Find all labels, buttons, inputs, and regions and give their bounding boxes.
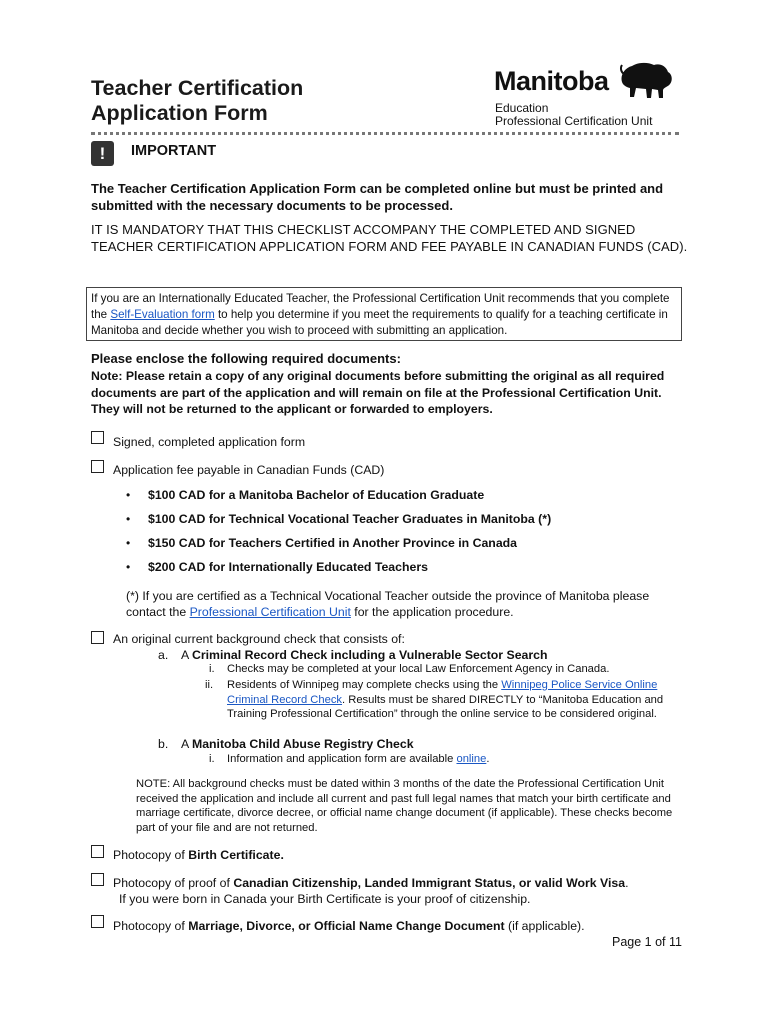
logo-education: Education [495,101,549,115]
birth-certificate-label [113,848,284,863]
marriage-suffix: (if applicable). [504,919,585,933]
signed-form-label: Signed, completed application form [113,435,306,449]
citizenship-sub-note: If you were born in Canada your Birth Certificate is your proof of citizenship. [119,892,531,906]
birth-certificate-checkbox[interactable] [91,845,104,858]
dotted-divider [91,132,679,135]
bg-b-bold: Manitoba Child Abuse Registry Check [191,737,414,751]
bg-b-marker: b. [158,737,169,751]
child-abuse-registry-check [181,737,414,752]
bullet: • [126,560,131,574]
important-bold-text: The Teacher Certification Application Form can be completed online but must be printed and submitted with the necessary documents to be processed. [91,181,664,213]
background-check-checkbox[interactable] [91,631,104,644]
fee-item: $150 CAD for Teachers Certified in Another Province in Canada [148,536,518,550]
required-note: Note: Please retain a copy of any original documents before submitting the original as all required documents are part of the application and will remain on file at the Professional Certification Unit. They will not be returned to the applicant or forwarded to employers. [91,369,665,416]
logo-wordmark: Manitoba [494,66,609,96]
bg-b-i [227,752,667,767]
background-check-note: NOTE: All background checks must be dated within 3 months of the date the Professional Certification Unit received the application and include all current and past full legal names that match your birth certificate and marriage certificate, divorce decree, or official name change document (if applicable). These checks become part of your file and are not returned. [136,778,673,834]
self-evaluation-link[interactable]: Self-Evaluation form [110,308,215,321]
fee-label: Application fee payable in Canadian Funds (CAD) [113,463,385,477]
bullet: • [126,536,131,550]
bg-b-i-before: Information and application form are available [227,753,457,765]
marriage-prefix: Photocopy of [113,919,189,933]
birth-prefix: Photocopy of [113,848,189,862]
bg-a-ii-marker: ii. [205,679,214,691]
document-title [91,76,303,126]
exclamation-icon: ! [91,141,114,166]
bullet: • [126,488,131,502]
background-check-label: An original current background check that consists of: [113,632,405,646]
birth-bold: Birth Certificate. [188,848,284,862]
citizen-suffix: . [625,876,629,890]
title-line-1: Teacher Certification [91,76,304,100]
bg-a-marker: a. [158,648,169,662]
mandatory-text: IT IS MANDATORY THAT THIS CHECKLIST ACCOMPANY THE COMPLETED AND SIGNED TEACHER CERTIFICATION APPLICATION FORM AND FEE PAYABLE IN CANADIAN FUNDS (CAD). [91,222,688,254]
intl-text-after: to help you determine if you meet the requirements to qualify for a teaching certificate in Manitoba and decide whether you wish to proceed with submitting an application. [91,308,668,337]
bg-a-bold: Criminal Record Check including a Vulnerable Sector Search [191,648,548,662]
fee-item: $100 CAD for a Manitoba Bachelor of Education Graduate [148,488,485,502]
certification-unit-link[interactable]: Professional Certification Unit [189,605,351,619]
page-number: Page 1 of 11 [612,935,682,949]
online-link[interactable]: online [456,753,487,765]
citizen-bold: Canadian Citizenship, Landed Immigrant Status, or valid Work Visa [233,876,626,890]
fee-item: $100 CAD for Technical Vocational Teacher Graduates in Manitoba (*) [148,512,552,526]
marriage-document-label [113,919,673,934]
title-line-2: Application Form [91,101,268,125]
bg-a-i-marker: i. [209,663,215,675]
intl-text-before: If you are an Internationally Educated Teacher, the Professional Certification Unit recommends that you complete the [91,292,670,321]
bison-icon [618,60,674,100]
bg-b-i-marker: i. [209,753,215,765]
bg-a-i: Checks may be completed at your local Law Enforcement Agency in Canada. [227,663,610,675]
tech-voc-note-before: (*) If you are certified as a Technical Vocational Teacher outside the province of Manitoba please contact the [126,589,650,619]
manitoba-logo [494,60,684,130]
marriage-document-checkbox[interactable] [91,915,104,928]
bullet: • [126,512,131,526]
citizenship-checkbox[interactable] [91,873,104,886]
signed-form-checkbox[interactable] [91,431,104,444]
fee-item: $200 CAD for Internationally Educated Teachers [148,560,428,574]
bg-b-prefix: A [181,737,192,751]
citizen-prefix: Photocopy of proof of [113,876,234,890]
bg-a-ii [227,678,667,722]
fee-checkbox[interactable] [91,460,104,473]
citizenship-label [113,876,673,891]
logo-unit: Professional Certification Unit [495,114,653,128]
intl-teacher-box [86,287,682,341]
bg-a-prefix: A [181,648,192,662]
required-heading: Please enclose the following required documents: [91,351,401,366]
bg-a-ii-before: Residents of Winnipeg may complete checks using the [227,679,502,691]
winnipeg-police-link[interactable]: Winnipeg Police Service Online Criminal Record Check [227,679,658,706]
bg-a-ii-after: . Results must be shared DIRECTLY to “Manitoba Education and Training Professional Certification” through the online service to be considered original. [227,693,664,720]
important-label: IMPORTANT [131,143,217,159]
criminal-record-check [181,648,548,663]
bg-b-i-after: . [486,753,490,765]
tech-voc-note-after: for the application procedure. [350,605,514,619]
marriage-bold: Marriage, Divorce, or Official Name Change Document [188,919,505,933]
tech-voc-note [126,588,681,620]
